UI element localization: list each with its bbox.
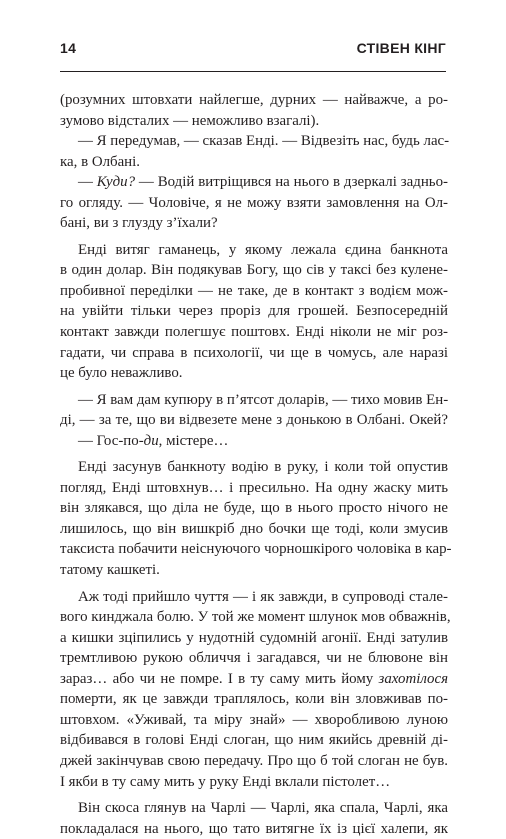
text-line <box>60 431 448 452</box>
text-line: го огляду. — Чоловіче, я не можу взяти замовлення на Ол- <box>60 194 448 211</box>
running-head-author: СТІВЕН КІНГ <box>356 40 446 56</box>
text-line: Енді засунув банкноту водію в руку, і коли той опустив <box>78 459 448 476</box>
text-line: татому кашкеті. <box>60 562 160 579</box>
text-line: таксиста побачити неіснуючого чорношкірого чоловіка в кар- <box>60 541 452 558</box>
text-line: гадати, чи справа в психології, чи ще в чомусь, але наразі <box>60 344 448 361</box>
text-line: ді, — за те, що ви відвезете мене з донькою в Олбані. Окей? <box>60 412 448 429</box>
text-line: — Я вам дам купюру в п’ятсот доларів, — тихо мовив Ен- <box>78 391 449 408</box>
text-line: джей закінчував свою передачу. Про що б той слоган не був. <box>60 752 448 769</box>
text-line: контакт завжди полегшує поштовх. Енді ніколи не міг роз- <box>60 324 448 341</box>
text-line: зумово відсталих — неможливо взагалі). <box>60 112 320 129</box>
text-line <box>60 172 448 193</box>
text-line: він злякався, що діла не буде, що в нього просто нічого не <box>60 500 448 517</box>
text-run: — Гос-по- <box>78 432 144 449</box>
text-line: на увійти тільки через проріз для грошей. Безпосередній <box>60 303 448 320</box>
text-line <box>60 669 448 690</box>
text-line: в один долар. Він подякував Богу, що сів у таксі без кулене- <box>60 262 448 279</box>
text-run-italic: ди <box>143 432 159 449</box>
text-line: а кишки зціпились у нудотній судомній агонії. Енді затулив <box>60 629 448 646</box>
text-line: покладалася на нього, що тато витягне їх із цієї халепи, як <box>60 820 448 837</box>
text-line: вого кинджала болю. У той же момент шлунок мов обважнів, <box>60 609 451 626</box>
text-run: — <box>78 174 97 191</box>
text-line: пробивної переділки — не таке, де в контакт з водієм мож- <box>60 282 448 299</box>
text-line: погляд, Енді штовхнув… і пресильно. На одну жаску мить <box>60 479 448 496</box>
text-line: (розумних штовхати найлегше, дурних — найважче, а ро- <box>60 92 448 108</box>
text-line: Енді витяг гаманець, у якому лежала єдина банкнота <box>78 241 448 258</box>
text-line: — Я передумав, — сказав Енді. — Відвезіть нас, будь лас- <box>78 133 450 150</box>
body-text <box>60 90 452 839</box>
text-line: бані, ви з глузду з’їхали? <box>60 215 218 232</box>
text-run: , містере… <box>158 432 229 449</box>
text-line: Він скоса глянув на Чарлі — Чарлі, яка спала, Чарлі, яка <box>78 800 448 817</box>
page-header <box>60 40 446 62</box>
text-line: штовхом. «Уживай, та міру знай» — хворобливою луною <box>60 711 448 728</box>
text-line: І якби в ту саму мить у руку Енді вклали пістолет… <box>60 773 391 790</box>
text-line: померти, як це завжди траплялось, коли він зловживав по- <box>60 691 448 708</box>
text-line: ка, в Олбані. <box>60 153 141 170</box>
text-line: це було неважливо. <box>60 365 183 382</box>
text-run-italic: Куди? <box>96 174 136 191</box>
text-line: тремтливою рукою обличчя і загадався, чи не блювоне він <box>60 650 448 667</box>
text-line: відбивався в голові Енді слоган, що ним якийсь древній ді- <box>60 732 448 749</box>
text-run: — Водій витріщився на нього в дзеркалі задньо- <box>135 174 448 191</box>
text-line: Аж тоді прийшло чуття — і як завжди, в супроводі стале- <box>78 588 448 605</box>
text-run-italic: захотілося <box>378 670 448 687</box>
page-number: 14 <box>60 40 77 56</box>
text-line: лишилось, що він вишкріб дно бочки ще тоді, коли змусив <box>60 520 448 537</box>
header-rule <box>60 71 446 72</box>
text-run: зараз… або чи не помре. І в ту саму мить йому <box>60 670 379 687</box>
